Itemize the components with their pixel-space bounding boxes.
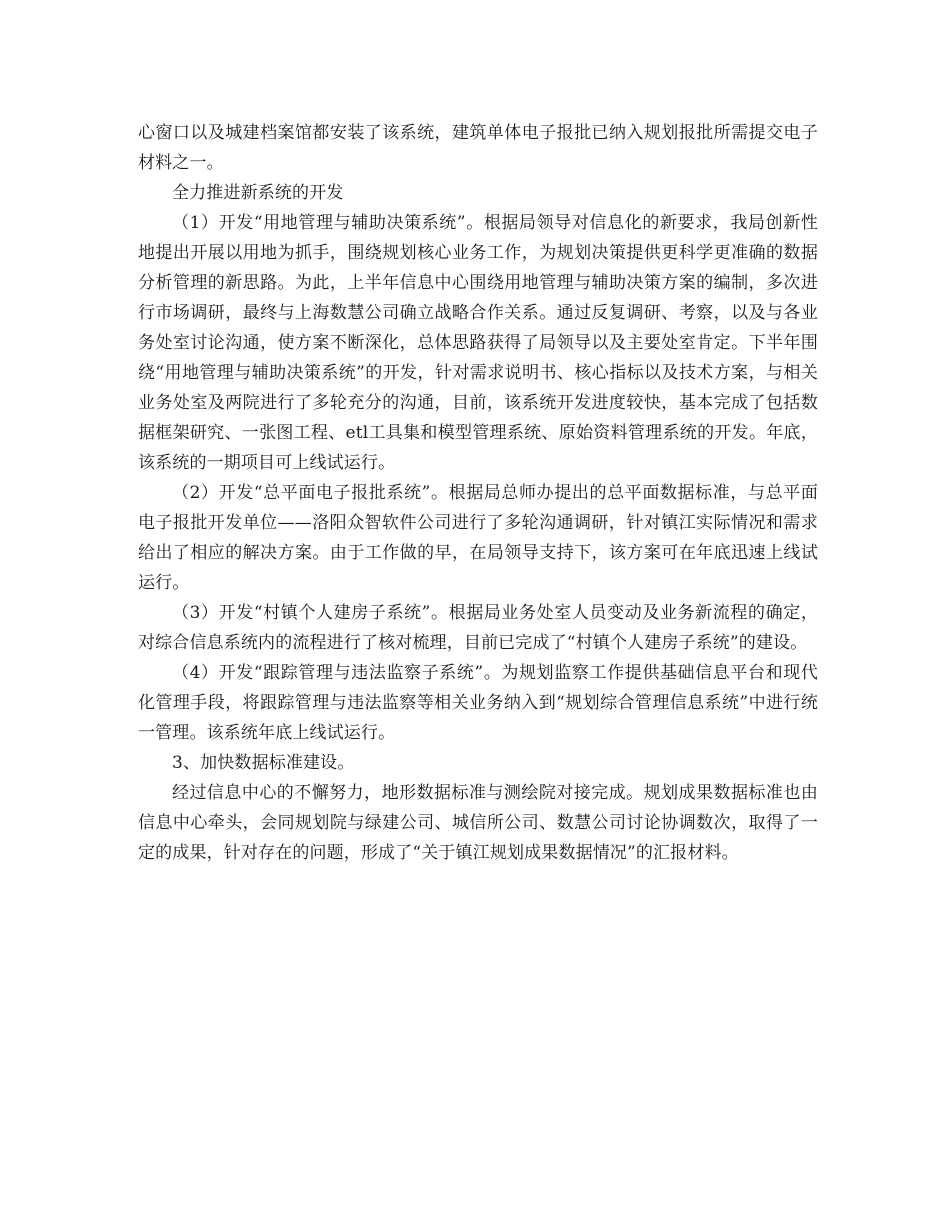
paragraph-data-standards: 经过信息中心的不懈努力，地形数据标准与测绘院对接完成。规划成果数据标准也由信息中心牵头，会同规划院与绿建公司、城信所公司、数慧公司讨论协调数次，取得了一定的成果，针对存在的问题，形成了“关于镇江规划成果数据情况”的汇报材料。 bbox=[138, 783, 818, 863]
document-body bbox=[138, 118, 818, 868]
paragraph-tracking-supervision-subsystem: （4）开发“跟踪管理与违法监察子系统”。为规划监察工作提供基础信息平台和现代化管理手段，将跟踪管理与违法监察等相关业务纳入到“规划综合管理信息系统”中进行统一管理。该系统年底上线试运行。 bbox=[138, 663, 818, 743]
paragraph-continuation: 心窗口以及城建档案馆都安装了该系统，建筑单体电子报批已纳入规划报批所需提交电子材料之一。 bbox=[138, 123, 818, 173]
paragraph-land-management-system: （1）开发“用地管理与辅助决策系统”。根据局领导对信息化的新要求，我局创新性地提出开展以用地为抓手，围绕规划核心业务工作，为规划决策提供更科学更准确的数据分析管理的新思路。为此，上半年信息中心围绕用地管理与辅助决策方案的编制，多次进行市场调研，最终与上海数慧公司确立战略合作关系。通过反复调研、考察，以及与各业务处室讨论沟通，使方案不断深化，总体思路获得了局领导以及主要处室肯定。下半年围绕“用地管理与辅助决策系统”的开发，针对需求说明书、核心指标以及技术方案，与相关业务处室及两院进行了多轮充分的沟通，目前，该系统开发进度较快，基本完成了包括数据框架研究、一张图工程、etl工具集和模型管理系统、原始资料管理系统的开发。年底，该系统的一期项目可上线试运行。 bbox=[138, 213, 818, 473]
paragraph-general-plan-approval-system: （2）开发“总平面电子报批系统”。根据局总师办提出的总平面数据标准，与总平面电子报批开发单位——洛阳众智软件公司进行了多轮沟通调研，针对镇江实际情况和需求给出了相应的解决方案。由于工作做的早，在局领导支持下，该方案可在年底迅速上线试运行。 bbox=[138, 483, 818, 593]
paragraph-village-housing-subsystem: （3）开发“村镇个人建房子系统”。根据局业务处室人员变动及业务新流程的确定，对综合信息系统内的流程进行了核对梳理，目前已完成了“村镇个人建房子系统”的建设。 bbox=[138, 603, 818, 653]
section-heading-data-standards: 3、加快数据标准建设。 bbox=[172, 753, 355, 773]
section-heading-new-system-development: 全力推进新系统的开发 bbox=[172, 183, 344, 203]
